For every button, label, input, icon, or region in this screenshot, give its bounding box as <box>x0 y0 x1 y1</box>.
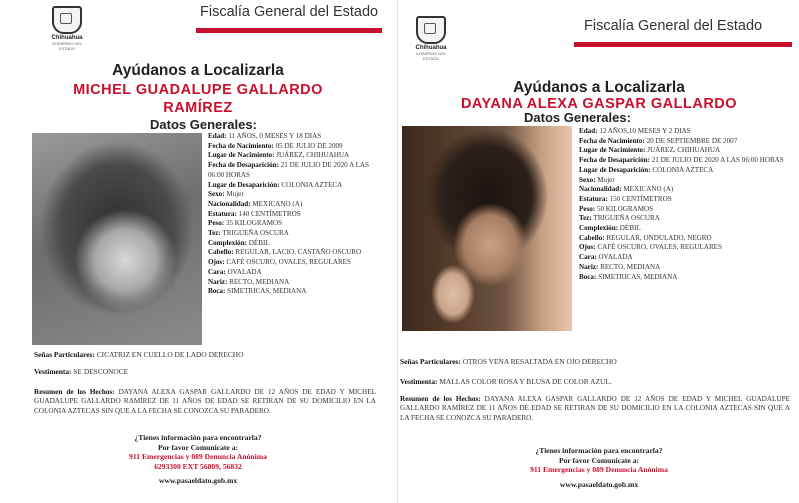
field-ojos: Ojos: CAFÉ OSCURO, OVALES, REGULARES <box>208 258 351 267</box>
footer-question: ¿Tienes información para encontrarla? <box>535 446 663 455</box>
person-photo <box>32 133 202 345</box>
field-nacionalidad: Nacionalidad: MEXICANO (A) <box>208 199 303 208</box>
poster-header <box>398 0 799 61</box>
general-data-list <box>208 132 376 297</box>
person-photo <box>402 126 572 331</box>
clothing: Vestimenta: MALLAS COLOR ROSA Y BLUSA DE COLOR AZUL. <box>400 377 612 386</box>
field-complexion: Complexión: DÉBIL <box>579 224 641 233</box>
footer-please: Por favor Comunicate a: <box>558 455 640 465</box>
case-summary: Resumen de los Hechos: DAYANA ALEXA GASPAR GALLARDO DE 12 AÑOS DE EDAD Y MICHEL GUADALUPE GALLARDO RAMÍREZ DE 11 AÑOS DE EDAD SE RETIRAN DE SU DOMICILIO EN LA COLONIA AZTECAS SIN QUE A LA FECHA SE CONOZCA SU PARADERO. <box>34 388 377 415</box>
agency-title: Fiscalía General del Estado <box>584 18 763 34</box>
person-name-line1: MICHEL GUADALUPE GALLARDO <box>73 82 323 98</box>
field-nacionalidad: Nacionalidad: MEXICANO (A) <box>579 185 674 194</box>
field-edad: Edad: 12 AÑOS,10 MESES Y 2 DIAS <box>579 127 691 135</box>
field-tez: Tez: TRIGUEÑA OSCURA <box>208 229 289 238</box>
field-lugar-nacimiento: Lugar de Nacimiento: JUÁREZ, CHIHUAHUA <box>208 151 350 160</box>
coat-of-arms-icon <box>52 6 82 34</box>
field-boca: Boca: SIMETRICAS, MEDIANA <box>579 272 678 281</box>
header-red-bar <box>574 42 792 47</box>
missing-person-poster-dayana <box>397 0 799 503</box>
footer-phone: 6293300 EXT 56809, 56832 <box>154 461 242 471</box>
field-lugar-desaparicion: Lugar de Desaparición: COLONIA AZTECA <box>208 180 343 189</box>
contact-footer <box>0 433 396 486</box>
distinguishing-marks: Señas Particulares: OTROS VENA RESALTADA EN OJO DERECHO <box>400 357 617 366</box>
contact-footer <box>398 446 799 489</box>
field-peso: Peso: 50 KILOGRAMOS <box>579 204 654 213</box>
field-cara: Cara: OVALADA <box>208 267 262 276</box>
poster-header <box>0 0 396 51</box>
header-red-bar <box>196 28 382 33</box>
field-lugar-nacimiento: Lugar de Nacimiento: JUÁREZ, CHIHUAHUA <box>579 146 721 155</box>
field-sexo: Sexo: Mujer <box>208 190 244 199</box>
footer-website[interactable]: www.pasaeldato.gob.mx <box>158 476 238 486</box>
field-tez: Tez: TRIGUEÑA OSCURA <box>579 214 660 223</box>
general-data-heading: Datos Generales: <box>150 117 257 132</box>
case-summary: Resumen de los Hechos: DAYANA ALEXA GASPAR GALLARDO DE 12 AÑOS DE EDAD Y MICHEL GUADALUPE GALLARDO RAMÍREZ DE 11 AÑOS DE EDAD SE RETIRAN DE SU DOMICILIO EN LA COLONIA AZTECAS SIN QUE A LA FECHA SE CONOZCA SU PARADERO. <box>400 395 790 422</box>
field-boca: Boca: SIMETRICAS, MEDIANA <box>208 287 307 296</box>
field-sexo: Sexo: Mujer <box>579 175 615 184</box>
field-fecha-desaparicion: Fecha de Desaparición: 21 DE JULIO DE 2020 A LAS 06:00 HORAS <box>579 156 784 165</box>
field-nariz: Nariz: RECTO, MEDIANA <box>208 277 290 286</box>
distinguishing-marks: Señas Particulares: CICATRIZ EN CUELLO DE LADO DERECHO <box>34 350 244 359</box>
clothing: Vestimenta: SE DESCONOCE <box>34 367 129 376</box>
footer-emergency: 911 Emergencias y 089 Denuncia Anónima <box>530 465 668 475</box>
field-estatura: Estatura: 140 CENTÍMETROS <box>208 209 301 218</box>
field-cabello: Cabello: REGULAR, ONDULADO, NEGRO <box>579 233 712 242</box>
footer-emergency: 911 Emergencias y 089 Denuncia Anónima <box>129 452 267 462</box>
field-edad: Edad: 11 AÑOS, 0 MESES Y 18 DIAS <box>208 132 322 140</box>
field-cara: Cara: OVALADA <box>579 253 633 262</box>
general-data-heading: Datos Generales: <box>524 110 631 125</box>
field-nariz: Nariz: RECTO, MEDIANA <box>579 262 661 271</box>
field-lugar-desaparicion: Lugar de Desaparición: COLONIA AZTECA <box>579 165 714 174</box>
chihuahua-state-logo: Chihuahua GOBIERNO DEL ESTADO <box>44 6 90 51</box>
footer-question: ¿Tienes información para encontrarla? <box>134 433 262 442</box>
person-name-line2: RAMÍREZ <box>163 100 233 116</box>
field-complexion: Complexión: DÉBIL <box>208 238 270 247</box>
help-heading: Ayúdanos a Localizarla <box>513 79 685 96</box>
field-estatura: Estatura: 150 CENTÍMETROS <box>579 194 672 203</box>
footer-please: Por favor Comunicate a: <box>157 442 239 452</box>
field-ojos: Ojos: CAFÉ OSCURO, OVALES, REGULARES <box>579 243 722 252</box>
field-fecha-nacimiento: Fecha de Nacimiento: 05 DE JULIO DE 2009 <box>208 141 343 150</box>
chihuahua-state-logo: Chihuahua GOBIERNO DEL ESTADO <box>408 16 454 61</box>
field-fecha-nacimiento: Fecha de Nacimiento: 20 DE SEPTIEMBRE DE 2007 <box>579 136 738 145</box>
field-peso: Peso: 35 KILOGRAMOS <box>208 219 283 228</box>
footer-website[interactable]: www.pasaeldato.gob.mx <box>559 479 639 489</box>
missing-person-poster-michel <box>0 0 396 503</box>
field-fecha-desaparicion: Fecha de Desaparición: 21 DE JULIO DE 2020 A LAS 06:00 HORAS <box>208 161 369 179</box>
person-name: DAYANA ALEXA GASPAR GALLARDO <box>460 96 738 112</box>
coat-of-arms-icon <box>416 16 446 44</box>
help-heading: Ayúdanos a Localizarla <box>112 62 284 79</box>
field-cabello: Cabello: REGULAR, LACIO, CASTAÑO OSCURO <box>208 248 362 257</box>
general-data-list <box>579 127 791 282</box>
agency-title: Fiscalía General del Estado <box>200 4 379 20</box>
